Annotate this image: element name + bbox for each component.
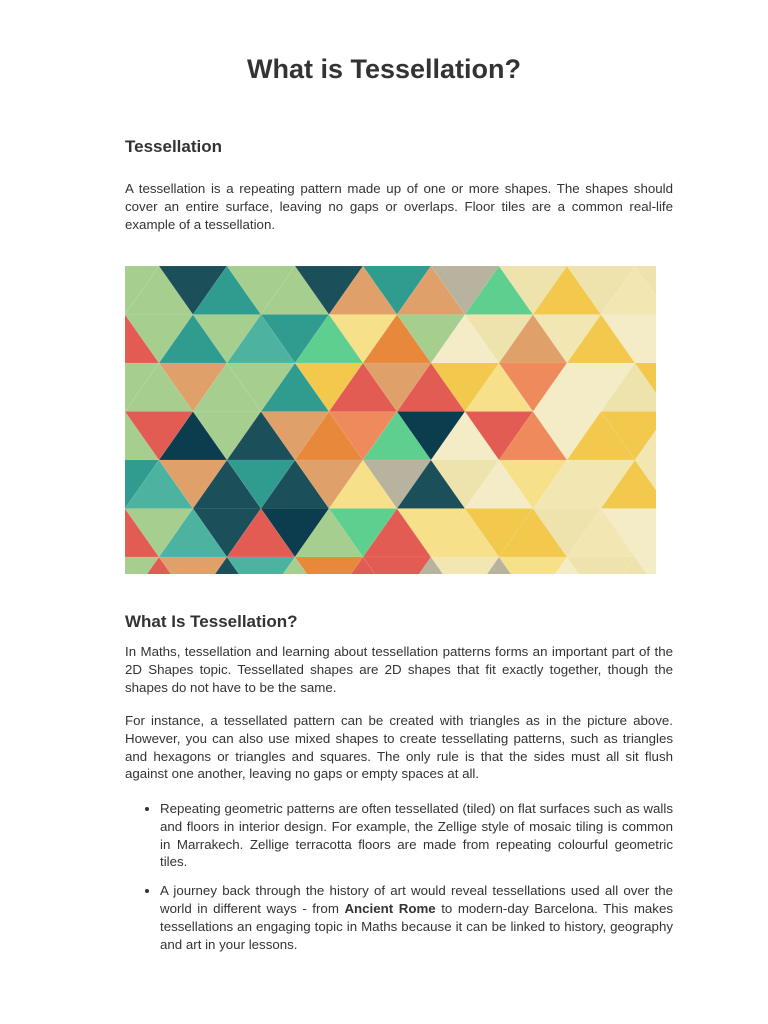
paragraph-maths: In Maths, tessellation and learning about tessellation patterns forms an important part of the 2D Shapes topic. Tessellated shapes are 2D shapes that fit exactly together, though the shapes do not have to be the same. xyxy=(125,644,673,695)
ancient-rome-emphasis: Ancient Rome xyxy=(344,900,436,916)
list-item-text: Repeating geometric patterns are often tessellated (tiled) on flat surfaces such as walls and floors in interior design. For example, the Zellige style of mosaic tiling is common in Marrakech. Zellige terracotta floors are made from repeating colourful geometric tiles. xyxy=(160,801,673,870)
bullet-list xyxy=(125,800,673,964)
intro-paragraph: A tessellation is a repeating pattern made up of one or more shapes. The shapes should cover an entire surface, leaving no gaps or overlaps. Floor tiles are a common real-life example of a tessellation. xyxy=(125,181,673,232)
triangle-tessellation-icon xyxy=(125,266,656,574)
list-item xyxy=(160,800,673,871)
paragraph-instance: For instance, a tessellated pattern can be created with triangles as in the picture above. However, you can also use mixed shapes to create tessellating patterns, such as triangles and hexagons or triangles and squares. The only rule is that the sides must all sit flush against one another, leaving no gaps or empty spaces at all. xyxy=(125,713,673,782)
page-title: What is Tessellation? xyxy=(246,54,522,84)
list-item-text-start: A journey back through the history of art would reveal tessellations used all over the world in different ways - from xyxy=(160,883,673,916)
list-item xyxy=(160,882,673,953)
tessellation-image xyxy=(125,266,656,574)
section-heading-what-is-tessellation: What Is Tessellation? xyxy=(125,612,298,631)
list-item-text-end: to modern-day Barcelona. This makes tessellations an engaging topic in Maths because it can be linked to history, geography and art in your lessons. xyxy=(160,900,673,952)
section-heading-tessellation: Tessellation xyxy=(125,137,222,156)
